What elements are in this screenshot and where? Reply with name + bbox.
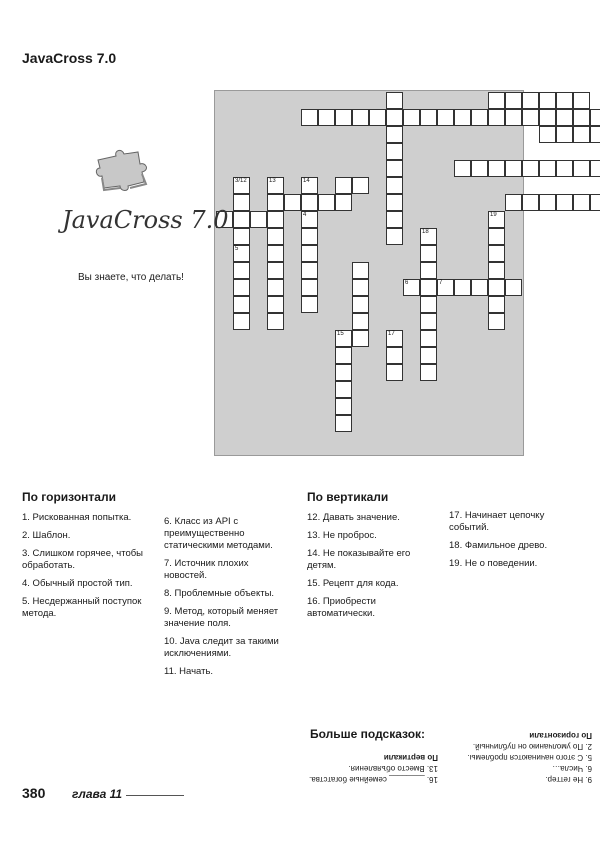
crossword-cell[interactable] — [420, 330, 437, 347]
crossword-cell[interactable] — [573, 109, 590, 126]
crossword-cell[interactable] — [539, 92, 556, 109]
crossword-cell[interactable] — [318, 109, 335, 126]
crossword-cell[interactable] — [505, 92, 522, 109]
down-clues-column-2 — [449, 510, 581, 576]
crossword-cell[interactable] — [471, 160, 488, 177]
crossword-cell[interactable] — [233, 194, 250, 211]
crossword-cell[interactable] — [233, 177, 250, 194]
across-section-title: По горизонтали — [22, 490, 116, 504]
across-clues-column-2 — [164, 516, 292, 684]
clue-number: 7 — [439, 280, 443, 286]
crossword-cell[interactable] — [505, 160, 522, 177]
clue-number: 15 — [337, 331, 344, 337]
crossword-cell[interactable] — [488, 211, 505, 228]
crossword-cell[interactable] — [301, 228, 318, 245]
crossword-cell[interactable] — [471, 279, 488, 296]
crossword-cell[interactable] — [522, 92, 539, 109]
crossword-cell[interactable] — [352, 279, 369, 296]
crossword-cell[interactable] — [590, 126, 600, 143]
crossword-cell[interactable] — [573, 160, 590, 177]
clue-down-16: 16. Приобрести автоматически. — [307, 596, 376, 619]
crossword-cell[interactable] — [386, 143, 403, 160]
more-hints-down-line-16: 16. ________ семейные богатства. — [309, 775, 438, 784]
crossword-cell[interactable] — [590, 160, 600, 177]
crossword-cell[interactable] — [386, 160, 403, 177]
clue-number: 6 — [405, 280, 409, 286]
running-header-title: JavaCross 7.0 — [22, 50, 117, 66]
down-clues-column-1 — [307, 490, 435, 626]
crossword-cell[interactable] — [233, 279, 250, 296]
crossword-cell[interactable] — [267, 245, 284, 262]
crossword-cell[interactable] — [420, 109, 437, 126]
crossword-cell[interactable] — [522, 194, 539, 211]
more-hints-across-title: По горизонтали — [529, 731, 592, 740]
crossword-cell[interactable] — [301, 296, 318, 313]
crossword-cell[interactable] — [267, 194, 284, 211]
clue-number: 3/12 — [235, 178, 247, 184]
crossword-grid — [214, 90, 524, 456]
crossword-cell[interactable] — [556, 194, 573, 211]
crossword-cell[interactable] — [403, 109, 420, 126]
crossword-cell[interactable] — [488, 279, 505, 296]
clue-across-3: 3. Слишком горячее, чтобы обработать. — [22, 548, 144, 571]
crossword-cell[interactable] — [488, 92, 505, 109]
crossword-cell[interactable] — [420, 279, 437, 296]
clue-number: 18 — [422, 229, 429, 235]
more-hints-title: Больше подсказок: — [310, 727, 426, 741]
crossword-cell[interactable] — [386, 92, 403, 109]
crossword-cell[interactable] — [573, 194, 590, 211]
crossword-cell[interactable] — [386, 194, 403, 211]
crossword-cell[interactable] — [267, 262, 284, 279]
crossword-cell[interactable] — [301, 177, 318, 194]
crossword-cell[interactable] — [420, 228, 437, 245]
more-hints-down — [290, 752, 438, 785]
crossword-cell[interactable] — [386, 109, 403, 126]
crossword-cell[interactable] — [301, 262, 318, 279]
clue-number: 13 — [269, 178, 276, 184]
crossword-cell[interactable] — [488, 109, 505, 126]
clue-number: 14 — [303, 178, 310, 184]
crossword-cell[interactable] — [488, 160, 505, 177]
clue-across-7: 7. Источник плохих новостей. — [164, 558, 249, 581]
crossword-cell[interactable] — [352, 330, 369, 347]
crossword-cell[interactable] — [233, 228, 250, 245]
crossword-cell[interactable] — [437, 279, 454, 296]
crossword-cell[interactable] — [539, 160, 556, 177]
more-hints-down-title: По вертикали — [383, 753, 438, 762]
crossword-cell[interactable] — [573, 126, 590, 143]
crossword-cell[interactable] — [352, 262, 369, 279]
clue-down-17: 17. Начинает цепочку событий. — [449, 510, 545, 533]
crossword-cell[interactable] — [420, 347, 437, 364]
crossword-cell[interactable] — [488, 296, 505, 313]
crossword-cell[interactable] — [386, 177, 403, 194]
crossword-cell[interactable] — [335, 398, 352, 415]
chapter-label: глава 11 — [72, 787, 123, 801]
crossword-cell[interactable] — [556, 126, 573, 143]
footer-rule — [126, 795, 184, 796]
crossword-cell[interactable] — [522, 160, 539, 177]
crossword-cell[interactable] — [267, 211, 284, 228]
crossword-cell[interactable] — [267, 279, 284, 296]
crossword-cell[interactable] — [301, 245, 318, 262]
crossword-cell[interactable] — [556, 160, 573, 177]
crossword-cell[interactable] — [233, 245, 250, 262]
crossword-cell[interactable] — [386, 228, 403, 245]
more-hints-across — [452, 730, 592, 785]
crossword-cell[interactable] — [301, 194, 318, 211]
crossword-cell[interactable] — [352, 313, 369, 330]
crossword-cell[interactable] — [233, 211, 250, 228]
clue-across-5: 5. Несдержанный поступок метода. — [22, 596, 142, 619]
clue-across-10: 10. Java следит за такими исключениями. — [164, 636, 279, 659]
more-hints-down-line-13: 13. Вместо объявления. — [348, 764, 438, 773]
crossword-cell[interactable] — [488, 228, 505, 245]
clue-across-2: 2. Шаблон. — [22, 530, 71, 541]
crossword-cell[interactable] — [233, 296, 250, 313]
clue-down-18: 18. Фамильное древо. — [449, 540, 548, 551]
crossword-cell[interactable] — [539, 126, 556, 143]
crossword-cell[interactable] — [420, 313, 437, 330]
clue-across-11: 11. Начать. — [164, 666, 214, 677]
more-hints-across-line-2: 2. По умолчанию он публичный. — [472, 742, 592, 751]
crossword-cell[interactable] — [403, 279, 420, 296]
crossword-cell[interactable] — [335, 177, 352, 194]
crossword-cell[interactable] — [505, 279, 522, 296]
crossword-cell[interactable] — [420, 262, 437, 279]
crossword-cell[interactable] — [301, 211, 318, 228]
crossword-cell[interactable] — [505, 109, 522, 126]
down-section-title: По вертикали — [307, 490, 389, 504]
clue-across-6: 6. Класс из API с преимущественно статическими методами. — [164, 516, 273, 551]
crossword-cell[interactable] — [335, 194, 352, 211]
crossword-cell[interactable] — [420, 296, 437, 313]
crossword-cell[interactable] — [250, 211, 267, 228]
crossword-cell[interactable] — [369, 109, 386, 126]
crossword-cell[interactable] — [335, 330, 352, 347]
clue-down-12: 12. Давать значение. — [307, 512, 400, 523]
crossword-cell[interactable] — [556, 92, 573, 109]
page-number: 380 — [22, 785, 46, 801]
clue-across-4: 4. Обычный простой тип. — [22, 578, 133, 589]
crossword-cell[interactable] — [539, 109, 556, 126]
crossword-cell[interactable] — [420, 245, 437, 262]
crossword-cell[interactable] — [386, 126, 403, 143]
crossword-cell[interactable] — [352, 109, 369, 126]
crossword-cell[interactable] — [471, 109, 488, 126]
crossword-cell[interactable] — [420, 364, 437, 381]
crossword-cell[interactable] — [352, 296, 369, 313]
crossword-cell[interactable] — [267, 228, 284, 245]
crossword-cell[interactable] — [386, 330, 403, 347]
crossword-cell[interactable] — [335, 109, 352, 126]
crossword-cell[interactable] — [267, 313, 284, 330]
crossword-cell[interactable] — [318, 194, 335, 211]
clue-number: 17 — [388, 331, 395, 337]
crossword-cell[interactable] — [454, 160, 471, 177]
crossword-cell[interactable] — [233, 262, 250, 279]
crossword-cell[interactable] — [233, 313, 250, 330]
clue-number: 19 — [490, 212, 497, 218]
crossword-cell[interactable] — [301, 279, 318, 296]
crossword-cell[interactable] — [386, 364, 403, 381]
crossword-cell[interactable] — [335, 364, 352, 381]
crossword-cell[interactable] — [267, 296, 284, 313]
crossword-cell[interactable] — [284, 194, 301, 211]
clue-number: 5 — [235, 246, 239, 252]
clue-across-8: 8. Проблемные объекты. — [164, 588, 275, 599]
crossword-cell[interactable] — [488, 313, 505, 330]
crossword-cell[interactable] — [454, 109, 471, 126]
clue-across-1: 1. Рискованная попытка. — [22, 512, 132, 523]
crossword-cell[interactable] — [488, 262, 505, 279]
crossword-cell[interactable] — [590, 109, 600, 126]
more-hints-across-line-5: 5. С этого начинаются проблемы. — [467, 753, 592, 762]
crossword-cell[interactable] — [556, 109, 573, 126]
clue-down-15: 15. Рецепт для кода. — [307, 578, 399, 589]
crossword-cell[interactable] — [437, 109, 454, 126]
clue-across-9: 9. Метод, который меняет значение поля. — [164, 606, 279, 629]
crossword-cell[interactable] — [522, 109, 539, 126]
more-hints-across-line-9: 9. Не геттер. — [545, 775, 592, 784]
crossword-cell[interactable] — [352, 177, 369, 194]
crossword-cell[interactable] — [335, 347, 352, 364]
crossword-cell[interactable] — [573, 92, 590, 109]
crossword-cell[interactable] — [386, 211, 403, 228]
crossword-cell[interactable] — [335, 415, 352, 432]
puzzle-subtitle: Вы знаете, что делать! — [78, 272, 184, 283]
crossword-cell[interactable] — [590, 194, 600, 211]
clue-number: 4 — [303, 212, 307, 218]
puzzle-title: JavaCross 7.0 — [62, 206, 229, 234]
puzzle-piece-icon — [92, 146, 164, 192]
crossword-cell[interactable] — [505, 194, 522, 211]
crossword-cell[interactable] — [301, 109, 318, 126]
crossword-cell[interactable] — [454, 279, 471, 296]
crossword-cell[interactable] — [488, 245, 505, 262]
crossword-cell[interactable] — [386, 347, 403, 364]
clue-down-13: 13. Не проброс. — [307, 530, 377, 541]
crossword-cell[interactable] — [267, 177, 284, 194]
more-hints-across-line-6: 6. Числа… — [552, 764, 592, 773]
across-clues-column-1 — [22, 490, 160, 626]
crossword-cell[interactable] — [539, 194, 556, 211]
clue-down-19: 19. Не о поведении. — [449, 558, 538, 569]
clue-down-14: 14. Не показывайте его детям. — [307, 548, 411, 571]
crossword-cell[interactable] — [335, 381, 352, 398]
